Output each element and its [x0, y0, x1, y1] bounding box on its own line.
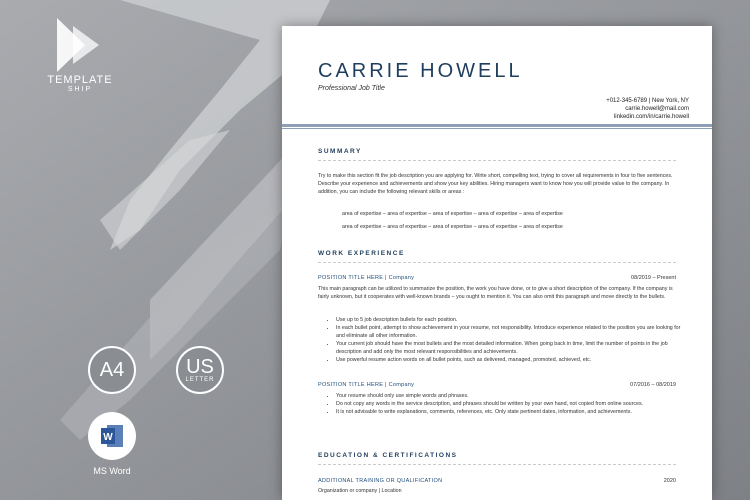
education-heading: EDUCATION & CERTIFICATIONS: [318, 452, 458, 459]
contact-email: carrie.howell@mail.com: [625, 106, 689, 112]
list-item: • In each bullet point, attempt to show achievement in your resume, not responsibility. Introduce experience related to the position you are looking for and eliminate all other information.: [336, 324, 682, 340]
list-item: • It is not advisable to write explanations, comments, references, etc. Only state pertinent dates, information, and achievements.: [336, 408, 682, 416]
us-label: US: [186, 356, 214, 378]
list-item: • Do not copy any words in the service description, and phrases should be written by your own hand, not copied from online sources.: [336, 400, 682, 408]
education-item-org: Organization or company | Location: [318, 488, 402, 494]
header-divider: [282, 124, 712, 127]
education-item-title: ADDITIONAL TRAINING OR QUALIFICATION: [318, 478, 443, 484]
education-divider: [318, 464, 676, 465]
summary-heading: SUMMARY: [318, 148, 362, 155]
job-1-dates: 08/2019 – Present: [631, 275, 676, 281]
a4-badge: [88, 346, 136, 394]
education-item-date: 2020: [663, 478, 676, 484]
word-letter: W: [103, 432, 113, 443]
job-2-title: POSITION TITLE HERE | Company: [318, 382, 415, 388]
list-item: • Your resume should only use simple words and phrases.: [336, 392, 682, 400]
job-1-bullets: [326, 316, 682, 364]
list-item: • Use powerful resume action words on all bullet points, such as delivered, managed, promoted, achieved, etc.: [336, 356, 682, 364]
logo-text: TEMPLATE: [47, 74, 113, 86]
word-doc-icon: [99, 423, 125, 449]
ms-word-badge: [88, 412, 136, 460]
a4-label: A4: [99, 359, 125, 381]
resume-job-title: Professional Job Title: [318, 85, 385, 92]
areas-of-expertise-row-2: area of expertise – area of expertise – area of expertise – area of expertise – area of expertise: [342, 224, 563, 230]
list-item: • Your current job should have the most bullets and the most detailed information. When going back in time, limit the number of points in the job description and add only the most relevant responsibilities and achievements.: [336, 340, 682, 356]
job-2-dates: 07/2016 – 08/2019: [630, 382, 676, 388]
template-ship-logo: [40, 14, 120, 93]
contact-block: [606, 97, 689, 121]
summary-text: Try to make this section fit the job description you are applying for. Write short, compelling text, trying to cover all requirements in four to five sentences. Describe your experience and achievements and show your key abilities. Hiring managers want to know how you will provide value to the company. In addition, you can include the following relevant skills or areas :: [318, 173, 673, 195]
job-1-title: POSITION TITLE HERE | Company: [318, 275, 415, 281]
contact-phone-location: +012-345-6789 | New York, NY: [606, 98, 689, 104]
ms-word-label: MS Word: [93, 466, 131, 476]
play-logo-icon: [49, 14, 111, 76]
resume-page: [282, 26, 712, 500]
logo-subtext: SHIP: [67, 86, 93, 93]
work-experience-heading: WORK EXPERIENCE: [318, 250, 405, 257]
us-letter-badge: [176, 346, 224, 394]
header-divider-thin: [282, 128, 712, 129]
summary-divider: [318, 160, 676, 161]
resume-name: CARRIE HOWELL: [318, 60, 523, 82]
areas-of-expertise-row-1: area of expertise – area of expertise – area of expertise – area of expertise – area of expertise: [342, 211, 563, 217]
list-item: • Use up to 5 job description bullets for each position.: [336, 316, 682, 324]
contact-linkedin: linkedin.com/in/carrie.howell: [613, 114, 689, 120]
letter-label: LETTER: [185, 377, 215, 383]
work-divider: [318, 262, 676, 263]
job-2-bullets: [326, 392, 682, 416]
job-1-description: This main paragraph can be utilized to summarize the position, the work you have done, or to give a short description of the company. If the company is fairly unknown, but it cooperates with well-known brands – you ought to mention it. You can also omit this paragraph and move directly to the bullets.: [318, 286, 673, 300]
